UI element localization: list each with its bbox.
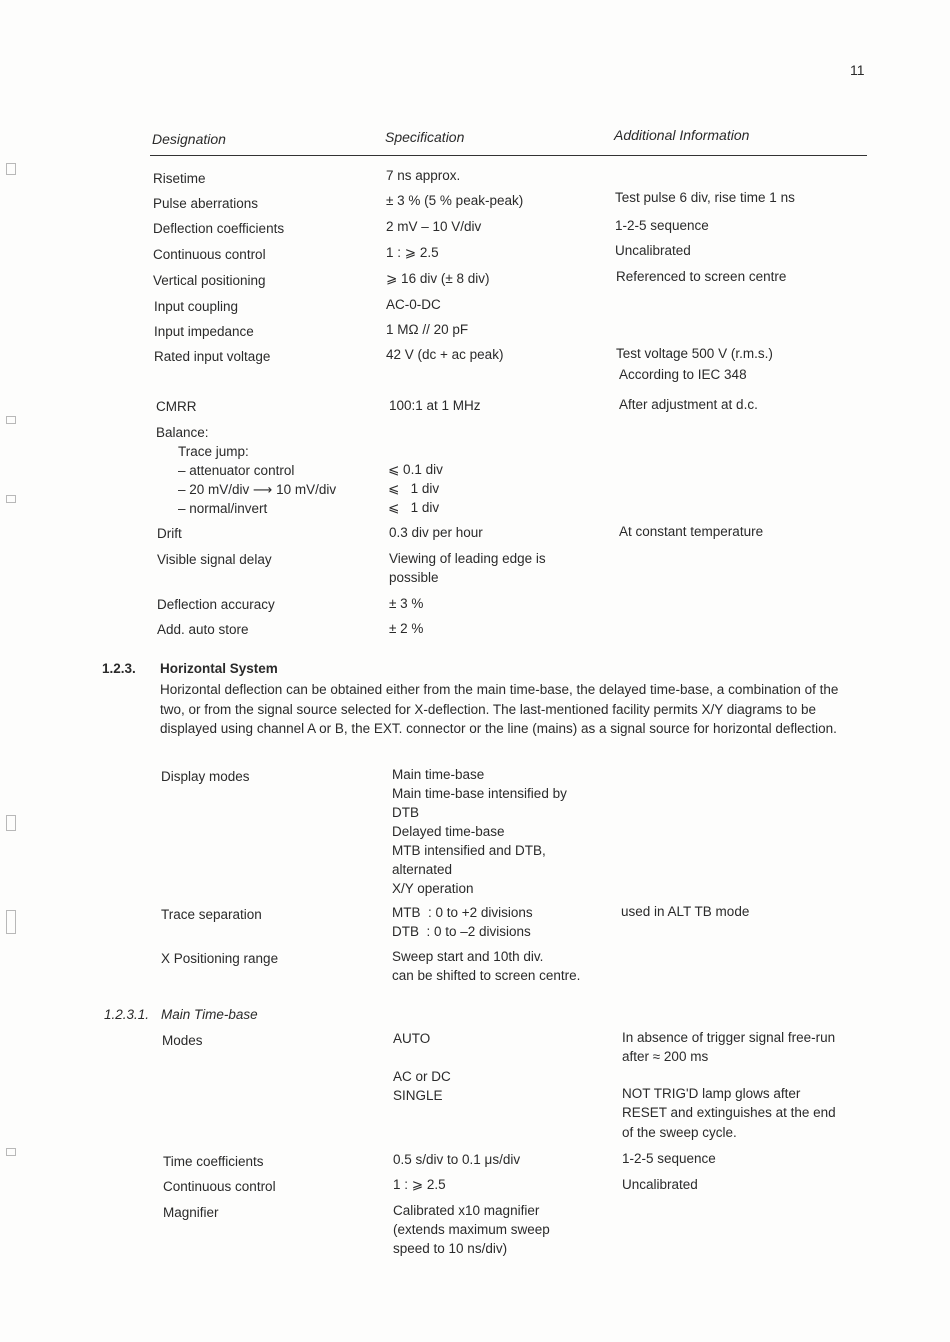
info-continuous-control: Uncalibrated [615, 243, 691, 258]
spec-time-coefficients: 0.5 s/div to 0.1 μs/div [393, 1152, 521, 1167]
section-title-main-timebase: Main Time-base [161, 1007, 258, 1022]
spec-attenuator-control: ⩽ 0.1 div [388, 462, 443, 477]
spec-drift: 0.3 div per hour [389, 525, 483, 540]
spec-input-impedance: 1 MΩ // 20 pF [386, 322, 469, 337]
display-mode-item: alternated [392, 862, 453, 877]
margin-mark [6, 815, 16, 831]
spec-rated-input-voltage: 42 V (dc + ac peak) [386, 347, 504, 362]
display-mode-item: DTB [392, 805, 419, 820]
info-auto-2: after ≈ 200 ms [622, 1049, 709, 1064]
spec-trace-separation-mtb: MTB : 0 to +2 divisions [392, 905, 533, 920]
spec-mode-ac-dc: AC or DC [393, 1069, 451, 1084]
display-mode-item: Delayed time-base [392, 824, 505, 839]
display-mode-item: MTB intensified and DTB, [392, 843, 546, 858]
header-specification: Specification [385, 129, 465, 145]
designation-add-auto-store: Add. auto store [157, 622, 249, 637]
display-mode-item: Main time-base intensified by [392, 786, 567, 801]
margin-mark [6, 1148, 16, 1156]
designation-drift: Drift [157, 526, 182, 541]
designation-continuous-control-tb: Continuous control [163, 1179, 276, 1194]
spec-x-positioning-2: can be shifted to screen centre. [392, 968, 581, 983]
designation-modes: Modes [162, 1033, 203, 1048]
designation-x-positioning-range: X Positioning range [161, 951, 279, 966]
designation-magnifier: Magnifier [163, 1205, 219, 1220]
spec-magnifier-2: (extends maximum sweep [393, 1222, 550, 1237]
spec-mode-single: SINGLE [393, 1088, 443, 1103]
display-mode-item: Main time-base [392, 767, 485, 782]
header-designation: Designation [152, 131, 226, 147]
designation-risetime: Risetime [153, 171, 206, 186]
spec-risetime: 7 ns approx. [386, 168, 461, 183]
section-number-horizontal: 1.2.3. [102, 661, 136, 676]
info-rated-input-voltage-standard: According to IEC 348 [619, 367, 747, 382]
designation-vertical-positioning: Vertical positioning [153, 273, 266, 288]
display-mode-item: X/Y operation [392, 881, 474, 896]
spec-visible-signal-delay: Viewing of leading edge is [389, 551, 546, 566]
spec-deflection-coefficients: 2 mV – 10 V/div [386, 219, 482, 234]
info-single-2: RESET and extinguishes at the end [622, 1105, 836, 1120]
info-time-coefficients: 1-2-5 sequence [622, 1151, 716, 1166]
designation-trace-separation: Trace separation [161, 907, 262, 922]
info-vertical-positioning: Referenced to screen centre [616, 269, 787, 284]
designation-deflection-coefficients: Deflection coefficients [153, 221, 285, 236]
designation-continuous-control: Continuous control [153, 247, 266, 262]
designation-attenuator-control: – attenuator control [178, 463, 295, 478]
spec-visible-signal-delay-2: possible [389, 570, 439, 585]
spec-pulse-aberrations: ± 3 % (5 % peak-peak) [386, 193, 524, 208]
section-title-horizontal: Horizontal System [160, 661, 278, 676]
designation-20mv-to-10mv: – 20 mV/div ⟶ 10 mV/div [178, 482, 337, 497]
spec-20mv-to-10mv: ⩽ 1 div [388, 481, 440, 496]
info-rated-input-voltage: Test voltage 500 V (r.m.s.) [616, 346, 773, 361]
info-continuous-control-tb: Uncalibrated [622, 1177, 698, 1192]
spec-cmrr: 100:1 at 1 MHz [389, 398, 481, 413]
spec-x-positioning-1: Sweep start and 10th div. [392, 949, 544, 964]
horizontal-paragraph: Horizontal deflection can be obtained either from the main time-base, the delayed time-base, a combination of the two, or from the signal source selected for X-deflection. The last-mentioned facility permits X/Y diagrams to be displayed using channel A or B, the EXT. connector or the line (mains) as a signal source for horizontal deflection. [160, 682, 839, 736]
designation-visible-signal-delay: Visible signal delay [157, 552, 272, 567]
info-deflection-coefficients: 1-2-5 sequence [615, 218, 709, 233]
info-single-1: NOT TRIG'D lamp glows after [622, 1086, 801, 1101]
margin-mark [6, 163, 16, 175]
info-single-3: of the sweep cycle. [622, 1125, 737, 1140]
margin-mark [6, 495, 16, 503]
info-drift: At constant temperature [619, 524, 764, 539]
designation-trace-jump: Trace jump: [178, 444, 249, 459]
designation-cmrr: CMRR [156, 399, 197, 414]
designation-input-coupling: Input coupling [154, 299, 239, 314]
header-additional-information: Additional Information [614, 127, 750, 143]
info-pulse-aberrations: Test pulse 6 div, rise time 1 ns [615, 190, 795, 205]
spec-vertical-positioning: ⩾ 16 div (± 8 div) [386, 271, 490, 286]
designation-pulse-aberrations: Pulse aberrations [153, 196, 259, 211]
header-rule [150, 155, 867, 156]
spec-trace-separation-dtb: DTB : 0 to –2 divisions [392, 924, 531, 939]
margin-mark [6, 416, 16, 424]
section-number-main-timebase: 1.2.3.1. [104, 1007, 150, 1022]
page-number: 11 [850, 62, 865, 78]
designation-rated-input-voltage: Rated input voltage [154, 349, 271, 364]
designation-display-modes: Display modes [161, 769, 250, 784]
spec-deflection-accuracy: ± 3 % [389, 596, 424, 611]
designation-input-impedance: Input impedance [154, 324, 254, 339]
spec-add-auto-store: ± 2 % [389, 621, 424, 636]
spec-input-coupling: AC-0-DC [386, 297, 441, 312]
info-auto-1: In absence of trigger signal free-run [622, 1030, 836, 1045]
designation-balance: Balance: [156, 425, 209, 440]
spec-magnifier-1: Calibrated x10 magnifier [393, 1203, 540, 1218]
margin-mark [6, 910, 16, 934]
info-cmrr: After adjustment at d.c. [619, 397, 758, 412]
spec-continuous-control-tb: 1 : ⩾ 2.5 [393, 1177, 446, 1192]
designation-normal-invert: – normal/invert [178, 501, 268, 516]
spec-normal-invert: ⩽ 1 div [388, 500, 440, 515]
spec-mode-auto: AUTO [393, 1031, 431, 1046]
info-trace-separation: used in ALT TB mode [621, 904, 750, 919]
designation-deflection-accuracy: Deflection accuracy [157, 597, 275, 612]
spec-magnifier-3: speed to 10 ns/div) [393, 1241, 508, 1256]
spec-continuous-control: 1 : ⩾ 2.5 [386, 245, 439, 260]
designation-time-coefficients: Time coefficients [163, 1154, 264, 1169]
